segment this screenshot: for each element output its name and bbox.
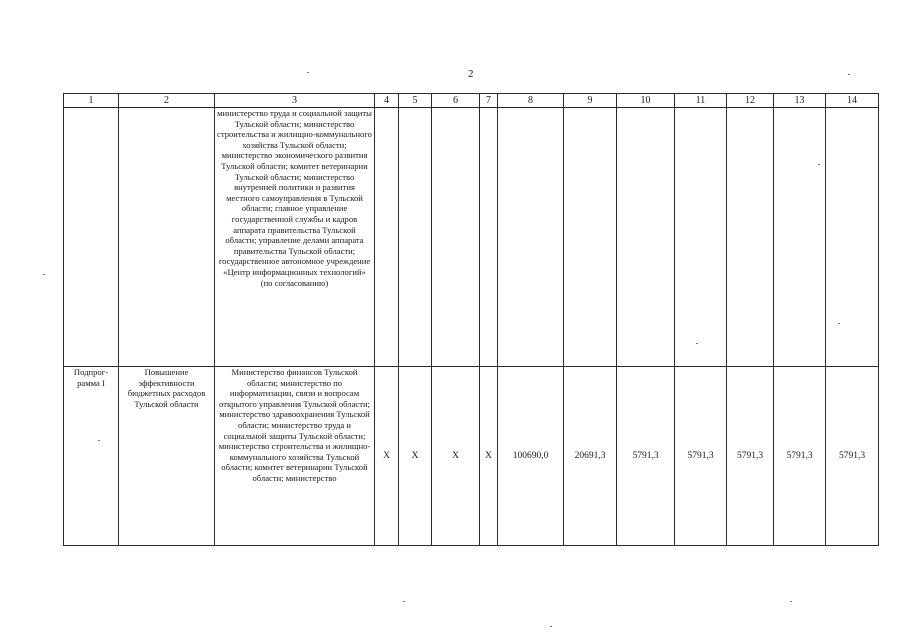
table-cell xyxy=(498,108,564,367)
table-cell xyxy=(774,108,826,367)
table-cell: Х xyxy=(375,367,399,546)
year-value-cell: 20691,3 xyxy=(564,367,617,546)
table-cell xyxy=(564,108,617,367)
year-value-cell: 5791,3 xyxy=(617,367,675,546)
scan-speck xyxy=(550,626,552,627)
header-row xyxy=(64,94,879,108)
table-cell xyxy=(826,108,879,367)
table-row xyxy=(64,367,879,546)
header-cell: 9 xyxy=(564,94,617,108)
table-cell: Х xyxy=(480,367,498,546)
header-cell: 5 xyxy=(399,94,432,108)
scan-speck xyxy=(790,601,792,602)
year-value-cell: 5791,3 xyxy=(774,367,826,546)
header-cell: 11 xyxy=(675,94,727,108)
year-value-cell: 5791,3 xyxy=(675,367,727,546)
scan-speck xyxy=(848,74,850,75)
header-cell: 12 xyxy=(727,94,774,108)
header-cell: 7 xyxy=(480,94,498,108)
table-row xyxy=(64,108,879,367)
header-cell: 8 xyxy=(498,94,564,108)
table-cell xyxy=(617,108,675,367)
scan-speck xyxy=(818,164,820,165)
year-value-cell: 5791,3 xyxy=(727,367,774,546)
table-cell xyxy=(375,108,399,367)
header-cell: 13 xyxy=(774,94,826,108)
table-cell xyxy=(675,108,727,367)
header-cell: 6 xyxy=(432,94,480,108)
table-cell xyxy=(727,108,774,367)
scan-speck xyxy=(307,72,309,73)
header-cell: 10 xyxy=(617,94,675,108)
header-cell: 4 xyxy=(375,94,399,108)
scan-speck xyxy=(98,440,100,441)
program-table xyxy=(63,93,879,546)
subprogram-cell: Подпрог-рамма I xyxy=(64,367,119,546)
scan-speck xyxy=(838,323,840,324)
table-cell: Х xyxy=(399,367,432,546)
executors-cell: министерство труда и социальной защиты Тульской области; министерство строительства и жилищно-коммунального хозяйства Тульской области; министерство экономического развития Тульской области; комитет ветеринарии Тульской области; министерство внутренней политики и развития местного самоуправления в Тульской области; главное управление государственной службы и кадров аппарата правительства Тульской области; управление делами аппарата правительства Тульской области; государственное автономное учреждение «Центр информационных технологий» (по согласованию) xyxy=(215,108,375,367)
table-cell: Х xyxy=(432,367,480,546)
table-cell xyxy=(399,108,432,367)
scan-speck xyxy=(696,343,698,344)
year-value-cell: 5791,3 xyxy=(826,367,879,546)
table-cell xyxy=(119,108,215,367)
page-number: 2 xyxy=(468,68,474,80)
header-cell: 3 xyxy=(215,94,375,108)
table-cell xyxy=(480,108,498,367)
scan-speck xyxy=(403,601,405,602)
header-cell: 14 xyxy=(826,94,879,108)
scan-speck xyxy=(43,274,45,275)
table-cell xyxy=(64,108,119,367)
header-cell: 2 xyxy=(119,94,215,108)
executors-cell: Министерство финансов Тульской области; министерство по информатизации, связи и вопросам открытого управления Тульской области; министерство здравоохранения Тульской области; министерство труда и социальной защиты Тульской области; министерство строительства и жилищно-коммунального хозяйства Тульской области; комитет ветеринарии Тульской области; министерство xyxy=(215,367,375,546)
table-cell xyxy=(432,108,480,367)
header-cell: 1 xyxy=(64,94,119,108)
subprogram-title-cell: Повышение эффективности бюджетных расходов Тульской области xyxy=(119,367,215,546)
total-value-cell: 100690,0 xyxy=(498,367,564,546)
